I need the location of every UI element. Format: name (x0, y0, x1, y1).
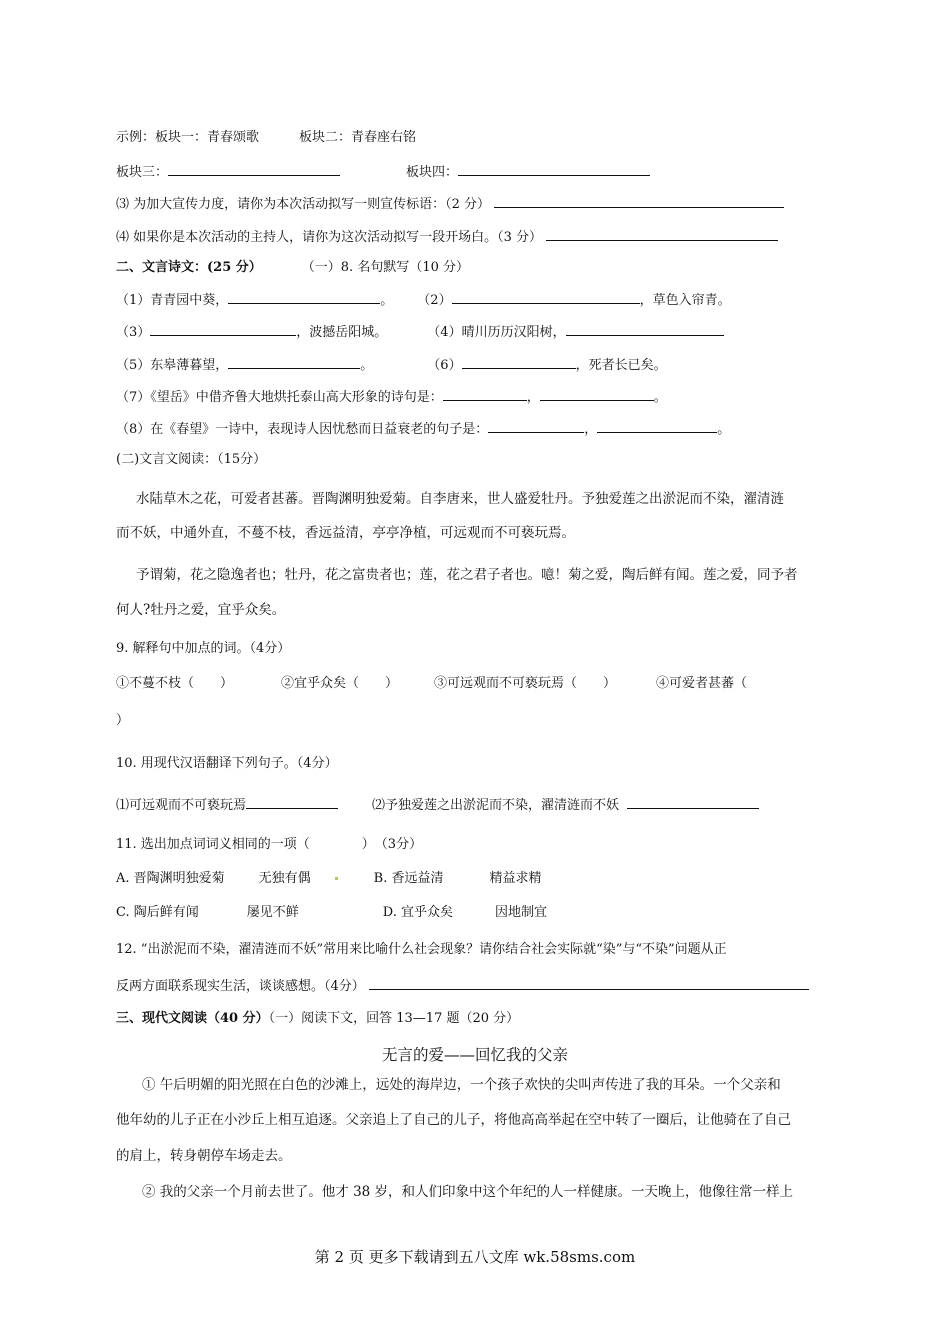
q11-c-2: 屡见不鲜 (246, 905, 299, 920)
q10-blank-b[interactable] (627, 795, 759, 809)
section3-sub: （一）阅读下文，回答 13—17 题（20 分） (268, 1011, 520, 1026)
passage-p2-line2: 何人?牡丹之爱，宜乎众矣。 (116, 602, 286, 618)
q11-d-1: D. 宜乎众矣 (382, 905, 453, 920)
q9-close: ） (116, 713, 130, 728)
q11-b-2: 精益求精 (489, 871, 542, 886)
recite-blank-8[interactable] (540, 387, 654, 401)
q3-blank[interactable] (494, 194, 784, 208)
q12-line2 (116, 976, 809, 996)
example-block2: 板块二：青春座右铭 (299, 130, 417, 145)
q4-blank[interactable] (546, 227, 778, 241)
recite-2b: ，波撼岳阳城。 (296, 325, 388, 340)
recite-blank-2[interactable] (452, 290, 640, 304)
section2-sub2: (二)文言文阅读：（15分） (116, 452, 267, 467)
example-text: 示例：板块一：青春颂歌 (116, 130, 260, 145)
recite-3d: ，死者长已矣。 (575, 358, 667, 373)
q9-option-c: ③可远观而不可亵玩焉（ ） (434, 676, 617, 691)
recite-blank-3[interactable] (150, 322, 296, 336)
example-line (116, 129, 416, 147)
recite-blank-5[interactable] (228, 355, 360, 369)
q10-item-b: ⑵予独爱莲之出淤泥而不染，濯清涟而不妖 (372, 798, 620, 813)
recite-3b: 。 (360, 358, 374, 373)
speck-mark (335, 877, 338, 880)
q12-line1: 12. “出淤泥而不染，濯清涟而不妖”常用来比喻什么社会现象？请你结合社会实际就“染”与“不染”问题从正 (116, 942, 727, 957)
q12-blank[interactable] (369, 976, 809, 990)
recite-blank-4[interactable] (566, 322, 724, 336)
q12-text: 反两方面联系现实生活，谈谈感想。（4分） (116, 979, 365, 994)
article-title: 无言的爱——回忆我的父亲 (381, 1046, 568, 1064)
recite-5-period: 。 (717, 422, 731, 437)
recite-3c: （6） (427, 358, 462, 373)
q9-option-d: ④可爱者甚蕃（ (656, 676, 748, 691)
question-opening (116, 227, 778, 247)
section2-heading-line (116, 259, 469, 277)
question-slogan (116, 194, 784, 214)
recite-blank-7[interactable] (443, 387, 527, 401)
passage-p1-line1: 水陆草木之花，可爱者甚蕃。晋陶渊明独爱菊。自李唐来，世人盛爱牡丹。予独爱莲之出淤泥而不染，濯清涟 (136, 491, 784, 507)
recite-line-3 (116, 355, 667, 375)
q11-row-ab (116, 870, 542, 888)
recite-5a: （8）在《春望》一诗中，表现诗人因忧愁而日益衰老的句子是： (116, 422, 489, 437)
recite-2c: （4）晴川历历汉阳树， (427, 325, 566, 340)
passage-p1-line2: 而不妖，中通外直，不蔓不枝，香远益清，亭亭净植，可远观而不可亵玩焉。 (116, 525, 575, 541)
article-p2-line1: ② 我的父亲一个月前去世了。他才 38 岁，和人们印象中这个年纪的人一样健康。一天晚上，他像往常一样上 (142, 1184, 794, 1200)
article-p1-line3: 的肩上，转身朝停车场走去。 (116, 1148, 292, 1164)
section2-sub1: （一）8. 名句默写（10 分） (301, 260, 469, 275)
recite-4-period: 。 (653, 390, 667, 405)
q10-blank-a[interactable] (246, 795, 338, 809)
recite-line-1 (116, 290, 731, 310)
q11-d-2: 因地制宜 (495, 905, 548, 920)
q11-a-2: 无独有偶 (258, 871, 311, 886)
recite-5-comma: ， (584, 422, 598, 437)
recite-line-4 (116, 387, 667, 407)
q10-items (116, 795, 759, 815)
q9-options (116, 675, 747, 693)
block3-blank[interactable] (168, 162, 340, 176)
section3-heading: 三、现代文阅读（40 分） (116, 1011, 269, 1026)
recite-1b: 。 (380, 293, 394, 308)
q11-b-1: B. 香远益清 (373, 871, 444, 886)
block4-blank[interactable] (458, 162, 650, 176)
recite-1a: （1）青青园中葵， (116, 293, 229, 308)
recite-blank-10[interactable] (597, 419, 717, 433)
q9-option-b: ②宜乎众矣（ ） (281, 676, 399, 691)
q4-text: ⑷ 如果你是本次活动的主持人，请你为这次活动拟写一段开场白。（3 分） (116, 230, 543, 245)
recite-line-5 (116, 419, 730, 439)
recite-blank-6[interactable] (462, 355, 576, 369)
blocks-line (116, 162, 650, 182)
recite-blank-9[interactable] (488, 419, 584, 433)
recite-4-comma: ， (526, 390, 540, 405)
block3-label: 板块三： (116, 165, 169, 180)
recite-1c: （2） (417, 293, 452, 308)
recite-3a: （5）东皋薄暮望， (116, 358, 229, 373)
recite-blank-1[interactable] (228, 290, 380, 304)
q11-c-1: C. 陶后鲜有闻 (116, 905, 199, 920)
section3-heading-line (116, 1010, 519, 1028)
q9-option-a: ①不蔓不枝（ ） (116, 676, 234, 691)
q10-item-a: ⑴可远观而不可亵玩焉 (116, 798, 247, 813)
q3-text: ⑶ 为加大宣传力度，请你为本次活动拟写一则宣传标语：（2 分） (116, 197, 491, 212)
article-p1-line2: 他年幼的儿子正在小沙丘上相互追逐。父亲追上了自己的儿子，将他高高举起在空中转了一圈后，让他骑在了自己 (116, 1112, 791, 1128)
recite-1d: ，草色入帘青。 (639, 293, 731, 308)
recite-line-2 (116, 322, 724, 342)
recite-2a: （3） (116, 325, 151, 340)
block4-label: 板块四： (406, 165, 459, 180)
recite-4a: （7）《望岳》中借齐鲁大地烘托泰山高大形象的诗句是： (116, 390, 443, 405)
page-footer: 第 2 页 更多下载请到五八文库 wk.58sms.com (314, 1248, 636, 1266)
q11-title: 11. 选出加点词词义相同的一项（ ） （3分） (116, 837, 423, 852)
passage-p2-line1: 予谓菊，花之隐逸者也；牡丹，花之富贵者也；莲，花之君子者也。噫！菊之爱，陶后鲜有闻。莲之爱，同予者 (136, 567, 798, 583)
q9-title: 9. 解释句中加点的词。（4分） (116, 641, 291, 656)
article-p1-line1: ① 午后明媚的阳光照在白色的沙滩上，远处的海岸边，一个孩子欢快的尖叫声传进了我的耳朵。一个父亲和 (142, 1077, 781, 1093)
q10-title: 10. 用现代汉语翻译下列句子。（4分） (116, 756, 338, 771)
section2-heading: 二、文言诗文：(25 分） (116, 260, 262, 275)
q11-row-cd (116, 904, 547, 922)
q11-a-1: A. 晋陶渊明独爱菊 (116, 871, 225, 886)
